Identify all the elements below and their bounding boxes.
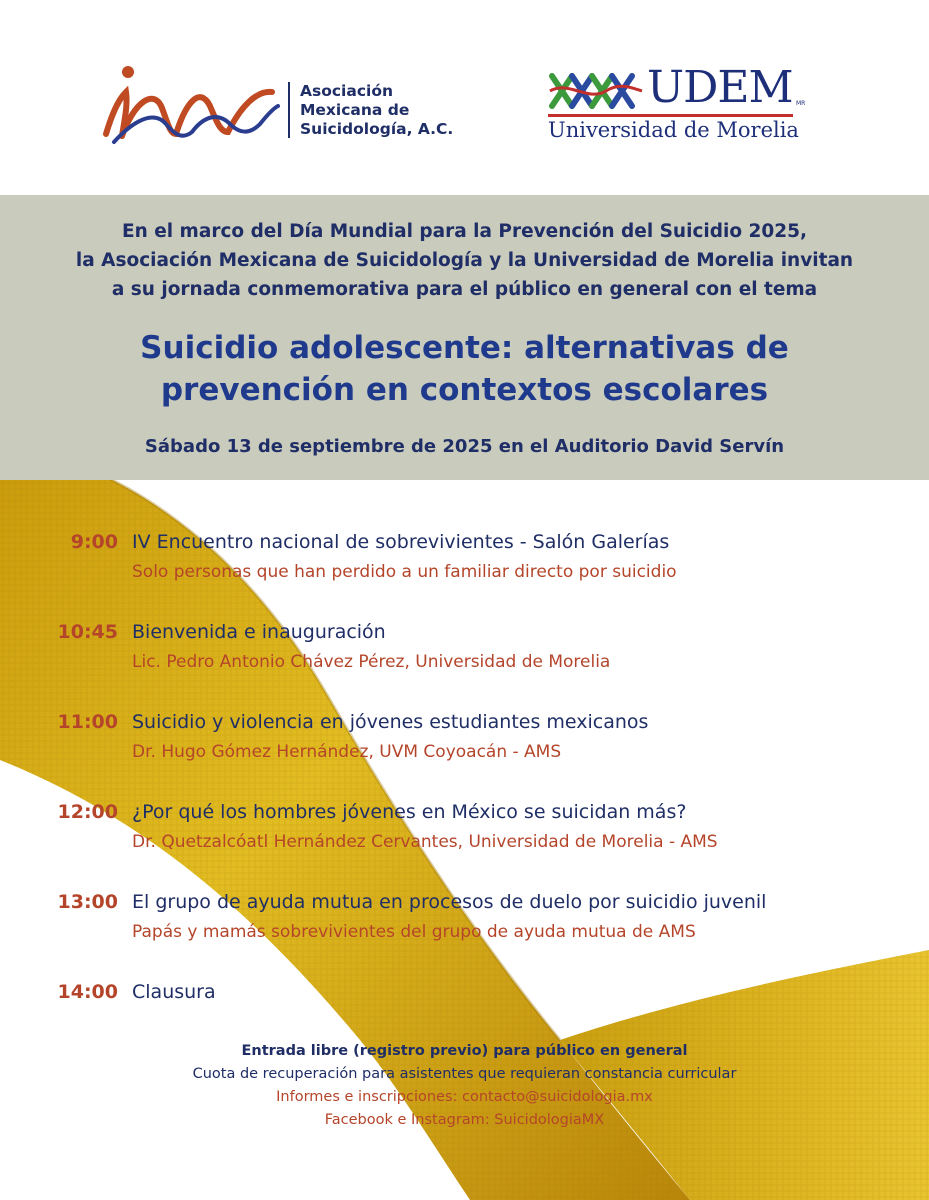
theme-line-2: prevención en contextos escolares	[160, 372, 769, 408]
schedule-item	[0, 798, 929, 858]
intro-line-1: En el marco del Día Mundial para la Prevención del Suicidio 2025,	[121, 221, 807, 242]
event-date: Sábado 13 de septiembre de 2025 en el Auditorio David Servín	[144, 436, 785, 457]
schedule-time: 9:00	[70, 531, 118, 553]
schedule-time: 11:00	[57, 711, 118, 733]
schedule-title: El grupo de ayuda mutua en procesos de duelo por suicidio juvenil	[132, 891, 767, 913]
schedule-time: 12:00	[57, 801, 118, 823]
footer-fee-note: Cuota de recuperación para asistentes que requieran constancia curricular	[192, 1066, 737, 1082]
schedule-subtitle: Lic. Pedro Antonio Chávez Pérez, Universidad de Morelia	[132, 652, 611, 672]
udem-knot-logo-icon	[548, 70, 644, 112]
intro-line-3: a su jornada conmemorativa para el público en general con el tema	[111, 279, 818, 300]
footer-social-handle: Facebook e Instagram: SuicidologiaMX	[324, 1112, 605, 1128]
footer-free-entry: Entrada libre (registro previo) para público en general	[241, 1043, 688, 1059]
header-logos	[0, 0, 929, 195]
schedule-time: 13:00	[57, 891, 118, 913]
schedule-subtitle: Dr. Hugo Gómez Hernández, UVM Coyoacán - AMS	[132, 742, 562, 762]
event-theme-title	[0, 327, 929, 411]
schedule-subtitle: Dr. Quetzalcóatl Hernández Cervantes, Universidad de Morelia - AMS	[132, 832, 718, 852]
udem-wordmark: UDEM	[647, 62, 793, 113]
ams-wave-logo-icon	[100, 62, 280, 147]
ams-name-line-1: Asociación	[300, 82, 394, 100]
schedule-item	[0, 978, 929, 1038]
footer-info	[0, 1040, 929, 1132]
schedule-time: 10:45	[57, 621, 118, 643]
udem-mr-mark: MR	[796, 100, 806, 107]
schedule-item	[0, 618, 929, 678]
ams-name	[300, 82, 480, 139]
udem-subtitle: Universidad de Morelia	[548, 118, 799, 142]
ams-name-line-3: Suicidología, A.C.	[300, 120, 454, 138]
intro-text	[0, 217, 929, 304]
schedule-title: IV Encuentro nacional de sobrevivientes - Salón Galerías	[132, 531, 670, 553]
schedule-title: Clausura	[132, 981, 216, 1003]
schedule-title: ¿Por qué los hombres jóvenes en México se suicidan más?	[132, 801, 687, 823]
ams-name-line-2: Mexicana de	[300, 101, 410, 119]
theme-line-1: Suicidio adolescente: alternativas de	[140, 330, 789, 366]
schedule-subtitle: Solo personas que han perdido a un familiar directo por suicidio	[132, 562, 677, 582]
ams-divider	[288, 82, 290, 138]
intro-line-2: la Asociación Mexicana de Suicidología y la Universidad de Morelia invitan	[75, 250, 854, 271]
schedule-item	[0, 888, 929, 948]
footer-contact-email: Informes e inscripciones: contacto@suicidologia.mx	[276, 1089, 653, 1105]
schedule-title: Suicidio y violencia en jóvenes estudiantes mexicanos	[132, 711, 649, 733]
schedule-item	[0, 528, 929, 588]
schedule-title: Bienvenida e inauguración	[132, 621, 386, 643]
schedule-subtitle: Papás y mamás sobrevivientes del grupo de ayuda mutua de AMS	[132, 922, 696, 942]
schedule-time: 14:00	[57, 981, 118, 1003]
schedule-item	[0, 708, 929, 768]
intro-banner	[0, 195, 929, 480]
